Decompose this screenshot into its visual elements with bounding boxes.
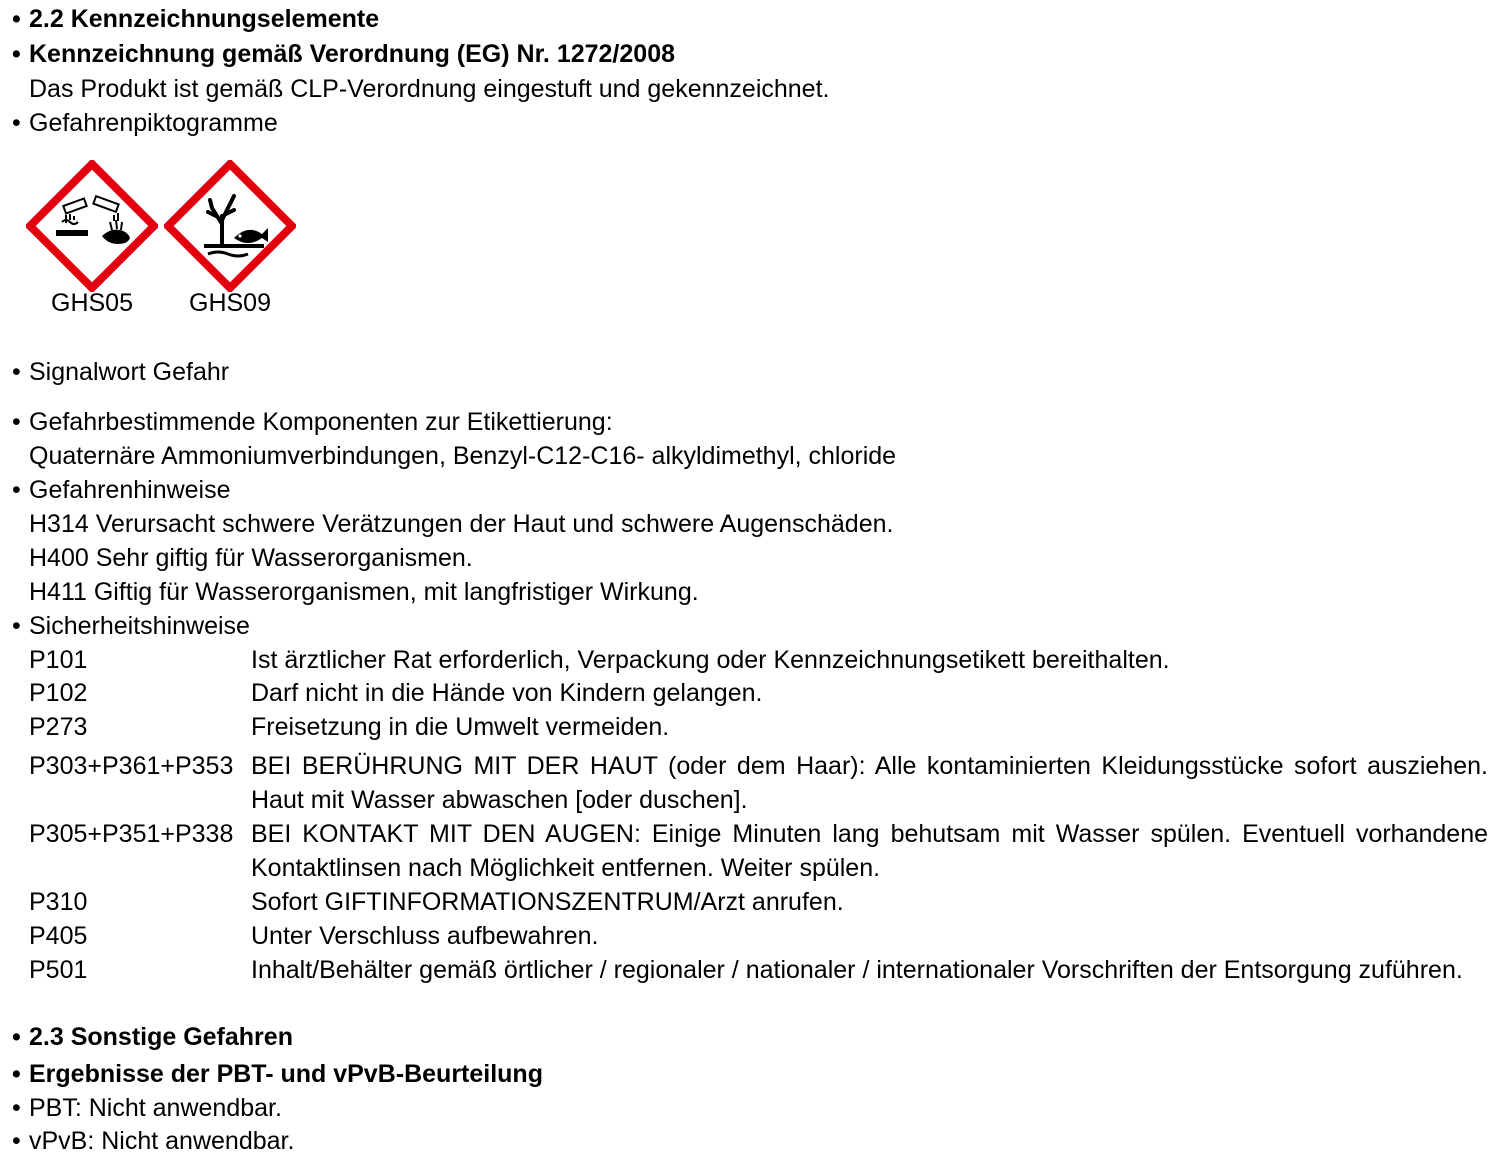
pbt-result: • PBT: Nicht anwendbar.: [12, 1094, 282, 1122]
components-label: • Gefahrbestimmende Komponenten zur Etikettierung:: [12, 408, 613, 436]
precaution-text: Inhalt/Behälter gemäß örtlicher / regionaler / nationaler / internationaler Vorschriften der Entsorgung zuführen.: [251, 956, 1463, 984]
clp-text: Das Produkt ist gemäß CLP-Verordnung eingestuft und gekennzeichnet.: [29, 75, 830, 103]
precaution-text: Ist ärztlicher Rat erforderlich, Verpackung oder Kennzeichnungsetikett bereithalten.: [251, 646, 1170, 674]
clp-heading: • Kennzeichnung gemäß Verordnung (EG) Nr. 1272/2008: [12, 40, 675, 68]
precaution-code: P273: [29, 713, 88, 741]
hazard-label: • Gefahrenhinweise: [12, 476, 231, 504]
signal-word: • Signalwort Gefahr: [12, 358, 230, 386]
precaution-text: Darf nicht in die Hände von Kindern gelangen.: [251, 679, 763, 707]
precaution-code: P305+P351+P338: [29, 820, 234, 848]
precaution-text: BEI BERÜHRUNG MIT DER HAUT (oder dem Haar): Alle kontaminierten Kleidungsstücke sofort ausziehen. Haut mit Wasser abwaschen [oder duschen].: [251, 752, 1488, 814]
components-value: Quaternäre Ammoniumverbindungen, Benzyl-C12-C16- alkyldimethyl, chloride: [29, 442, 897, 470]
pbt-heading-text: Ergebnisse der PBT- und vPvB-Beurteilung: [29, 1060, 543, 1088]
precaution-text: Unter Verschluss aufbewahren.: [251, 922, 599, 950]
pictograms-label: • Gefahrenpiktogramme: [12, 109, 278, 137]
precaution-code: P303+P361+P353: [29, 752, 234, 780]
hazard-label-text: Gefahrenhinweise: [29, 476, 231, 504]
precaution-label-text: Sicherheitshinweise: [29, 612, 250, 640]
precaution-code: P405: [29, 922, 88, 950]
components-label-text: Gefahrbestimmende Komponenten zur Etikettierung:: [29, 408, 613, 436]
environment-icon: [164, 160, 296, 292]
hazard-statement: H400 Sehr giftig für Wasserorganismen.: [29, 544, 473, 572]
precaution-label: • Sicherheitshinweise: [12, 612, 250, 640]
precaution-text: Freisetzung in die Umwelt vermeiden.: [251, 713, 670, 741]
ghs05-label: GHS05: [51, 289, 133, 317]
heading-text: 2.3 Sonstige Gefahren: [29, 1023, 293, 1051]
section-2-3-heading: • 2.3 Sonstige Gefahren: [12, 1023, 293, 1051]
precaution-code: P310: [29, 888, 88, 916]
pbt-heading: • Ergebnisse der PBT- und vPvB-Beurteilung: [12, 1060, 543, 1088]
vpvb-result: • vPvB: Nicht anwendbar.: [12, 1127, 295, 1155]
precaution-code: P102: [29, 679, 88, 707]
pbt-result-text: PBT: Nicht anwendbar.: [29, 1094, 282, 1122]
precaution-code: P501: [29, 956, 88, 984]
precaution-text: Sofort GIFTINFORMATIONSZENTRUM/Arzt anrufen.: [251, 888, 844, 916]
ghs09-label: GHS09: [189, 289, 271, 317]
precaution-code: P101: [29, 646, 88, 674]
hazard-statement: H411 Giftig für Wasserorganismen, mit langfristiger Wirkung.: [29, 578, 699, 606]
heading-text: 2.2 Kennzeichnungselemente: [29, 5, 380, 33]
corrosion-icon: [26, 160, 158, 292]
vpvb-result-text: vPvB: Nicht anwendbar.: [29, 1127, 295, 1155]
section-2-2-heading: • 2.2 Kennzeichnungselemente: [12, 5, 380, 33]
precaution-text: BEI KONTAKT MIT DEN AUGEN: Einige Minuten lang behutsam mit Wasser spülen. Eventuell vorhandene Kontaktlinsen nach Möglichkeit entfernen. Weiter spülen.: [251, 820, 1488, 882]
pictograms-label-text: Gefahrenpiktogramme: [29, 109, 278, 137]
clp-heading-text: Kennzeichnung gemäß Verordnung (EG) Nr. 1272/2008: [29, 40, 675, 68]
signal-word-text: Signalwort Gefahr: [29, 358, 230, 386]
hazard-statement: H314 Verursacht schwere Verätzungen der Haut und schwere Augenschäden.: [29, 510, 894, 538]
